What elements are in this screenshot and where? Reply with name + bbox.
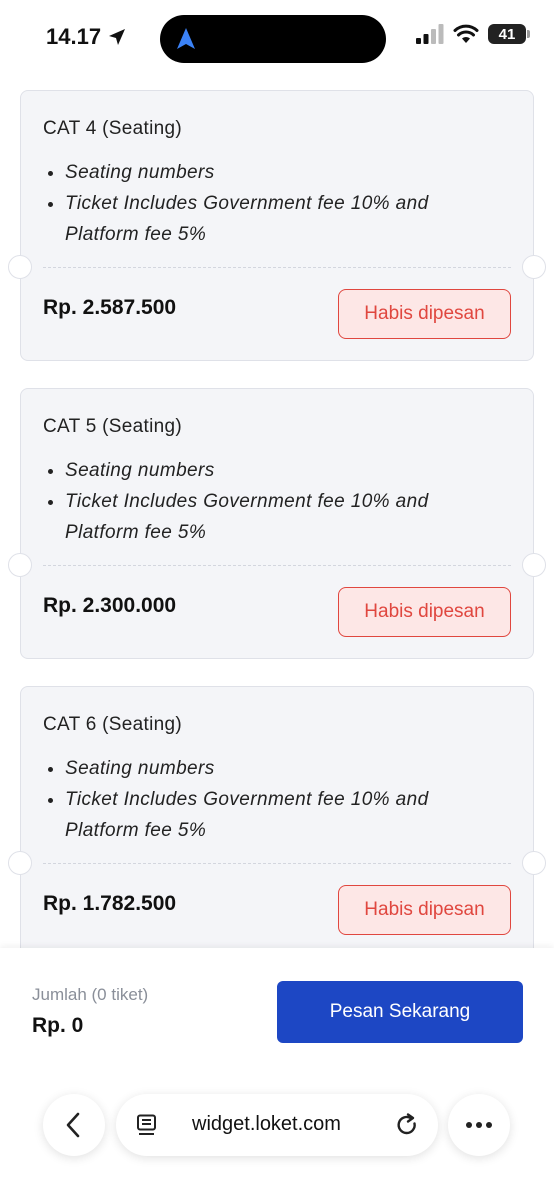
ticket-divider	[43, 267, 511, 268]
ticket-card	[20, 686, 534, 957]
feature-item: • Ticket Includes Government fee 10% and Platform fee 5%	[65, 188, 505, 250]
status-time	[46, 24, 127, 50]
status-icons	[416, 24, 526, 44]
ticket-price: Rp. 2.587.500	[43, 296, 177, 319]
ticket-divider	[43, 863, 511, 864]
ticket-name: CAT 6 (Seating)	[43, 714, 182, 735]
total-price: Rp. 0	[32, 1014, 84, 1037]
ticket-notch	[522, 553, 546, 577]
feature-item: • Ticket Includes Government fee 10% and Platform fee 5%	[65, 784, 505, 846]
ticket-notch	[522, 851, 546, 875]
page-icon	[136, 1114, 158, 1136]
more-icon	[465, 1121, 493, 1129]
wifi-icon	[453, 24, 479, 44]
order-now-button[interactable]: Pesan Sekarang	[277, 981, 523, 1043]
ticket-features	[65, 455, 505, 548]
feature-item: • Seating numbers	[65, 157, 505, 188]
ticket-card	[20, 90, 534, 361]
status-bar	[0, 0, 554, 80]
ticket-price: Rp. 1.782.500	[43, 892, 177, 915]
feature-item: • Seating numbers	[65, 753, 505, 784]
ticket-name: CAT 4 (Seating)	[43, 118, 182, 139]
address-bar[interactable]	[116, 1094, 438, 1156]
sold-out-button[interactable]: Habis dipesan	[338, 587, 511, 637]
sold-out-button[interactable]: Habis dipesan	[338, 289, 511, 339]
sold-out-button[interactable]: Habis dipesan	[338, 885, 511, 935]
dynamic-island	[160, 15, 386, 63]
ticket-notch	[522, 255, 546, 279]
battery-level: 41	[498, 25, 516, 43]
url-text: widget.loket.com	[192, 1113, 341, 1135]
bottom-bar	[0, 948, 554, 1200]
reload-icon[interactable]	[394, 1112, 420, 1138]
ticket-notch	[8, 255, 32, 279]
feature-item: • Ticket Includes Government fee 10% and Platform fee 5%	[65, 486, 505, 548]
ticket-price: Rp. 2.300.000	[43, 594, 177, 617]
quantity-label: Jumlah (0 tiket)	[32, 985, 149, 1004]
navigation-arrow-icon	[176, 27, 196, 51]
battery-icon	[488, 24, 526, 44]
ticket-card	[20, 388, 534, 659]
back-button[interactable]	[43, 1094, 105, 1156]
ticket-list	[20, 90, 534, 984]
ticket-features	[65, 753, 505, 846]
ticket-features	[65, 157, 505, 250]
feature-item: • Seating numbers	[65, 455, 505, 486]
ticket-notch	[8, 851, 32, 875]
ticket-name: CAT 5 (Seating)	[43, 416, 182, 437]
location-arrow-icon	[107, 27, 127, 47]
time-text: 14.17	[46, 24, 102, 49]
ticket-divider	[43, 565, 511, 566]
ticket-notch	[8, 553, 32, 577]
more-button[interactable]	[448, 1094, 510, 1156]
signal-icon	[416, 24, 444, 44]
back-icon	[63, 1111, 85, 1139]
